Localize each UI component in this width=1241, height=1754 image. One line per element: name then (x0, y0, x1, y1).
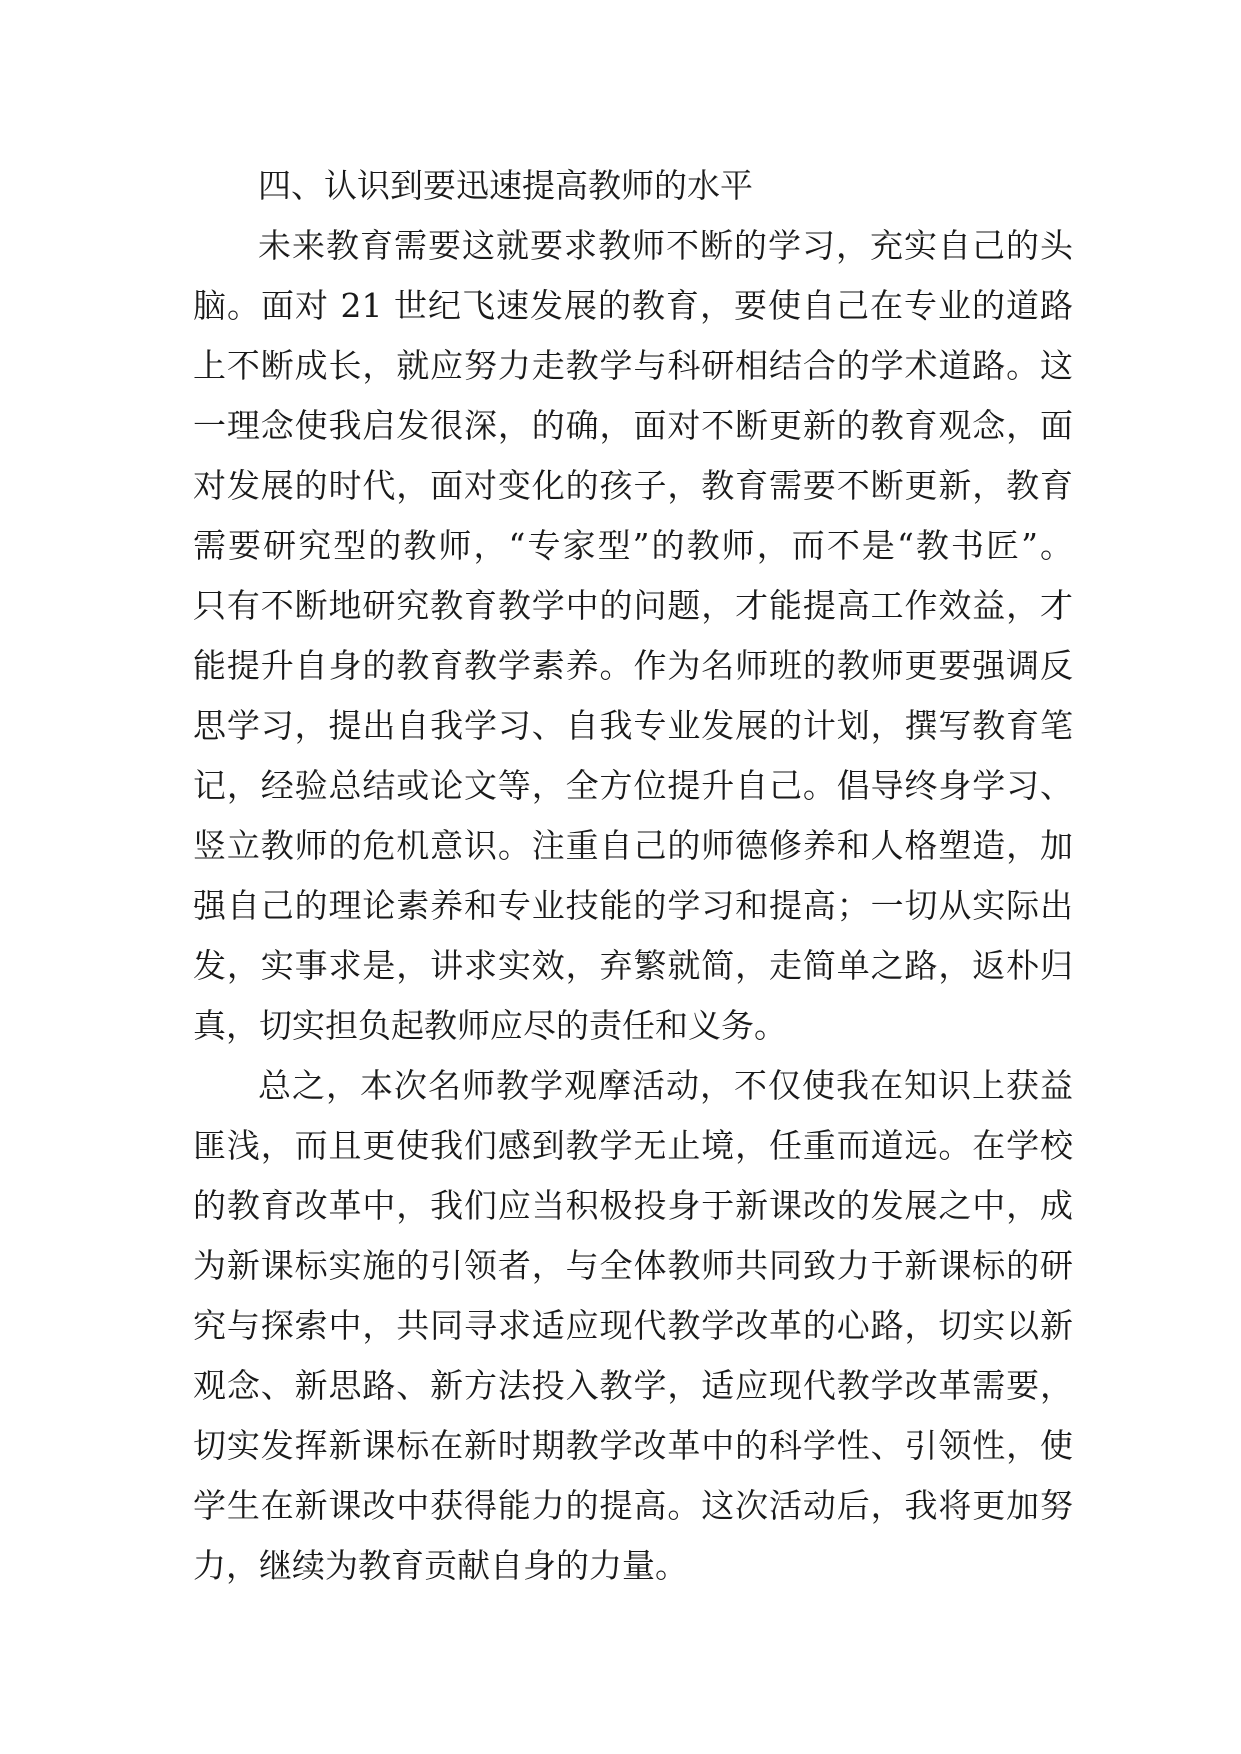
paragraph-line: 发，实事求是，讲求实效，弃繁就简，走简单之路，返朴归 (193, 946, 1073, 985)
paragraph-line: 为新课标实施的引领者，与全体教师共同致力于新课标的研 (193, 1246, 1073, 1285)
paragraph-line: 一理念使我启发很深，的确，面对不断更新的教育观念，面 (193, 406, 1073, 445)
paragraph-line: 总之，本次名师教学观摩活动，不仅使我在知识上获益 (258, 1066, 1073, 1105)
paragraph-line: 脑。面对 21 世纪飞速发展的教育，要使自己在专业的道路 (193, 286, 1073, 325)
paragraph-line: 究与探索中，共同寻求适应现代教学改革的心路，切实以新 (193, 1306, 1073, 1345)
paragraph-line: 力，继续为教育贡献自身的力量。 (193, 1546, 688, 1585)
section-heading: 四、认识到要迅速提高教师的水平 (258, 166, 753, 205)
paragraph-line: 观念、新思路、新方法投入教学，适应现代教学改革需要， (193, 1366, 1073, 1405)
paragraph-line: 未来教育需要这就要求教师不断的学习，充实自己的头 (258, 226, 1073, 265)
paragraph-line: 上不断成长，就应努力走教学与科研相结合的学术道路。这 (193, 346, 1073, 385)
paragraph-line: 竖立教师的危机意识。注重自己的师德修养和人格塑造，加 (193, 826, 1073, 865)
paragraph-line: 匪浅，而且更使我们感到教学无止境，任重而道远。在学校 (193, 1126, 1073, 1165)
paragraph-line: 只有不断地研究教育教学中的问题，才能提高工作效益，才 (193, 586, 1073, 625)
paragraph-line: 需要研究型的教师，“专家型”的教师，而不是“教书匠”。 (193, 526, 1073, 565)
paragraph-line: 真，切实担负起教师应尽的责任和义务。 (193, 1006, 787, 1045)
paragraph-line: 强自己的理论素养和专业技能的学习和提高；一切从实际出 (193, 886, 1073, 925)
paragraph-line: 思学习，提出自我学习、自我专业发展的计划，撰写教育笔 (193, 706, 1073, 745)
paragraph-line: 切实发挥新课标在新时期教学改革中的科学性、引领性，使 (193, 1426, 1073, 1465)
paragraph-line: 能提升自身的教育教学素养。作为名师班的教师更要强调反 (193, 646, 1073, 685)
paragraph-line: 记，经验总结或论文等，全方位提升自己。倡导终身学习、 (193, 766, 1073, 805)
paragraph-line: 的教育改革中，我们应当积极投身于新课改的发展之中，成 (193, 1186, 1073, 1225)
paragraph-line: 学生在新课改中获得能力的提高。这次活动后，我将更加努 (193, 1486, 1073, 1525)
paragraph-line: 对发展的时代，面对变化的孩子，教育需要不断更新，教育 (193, 466, 1073, 505)
